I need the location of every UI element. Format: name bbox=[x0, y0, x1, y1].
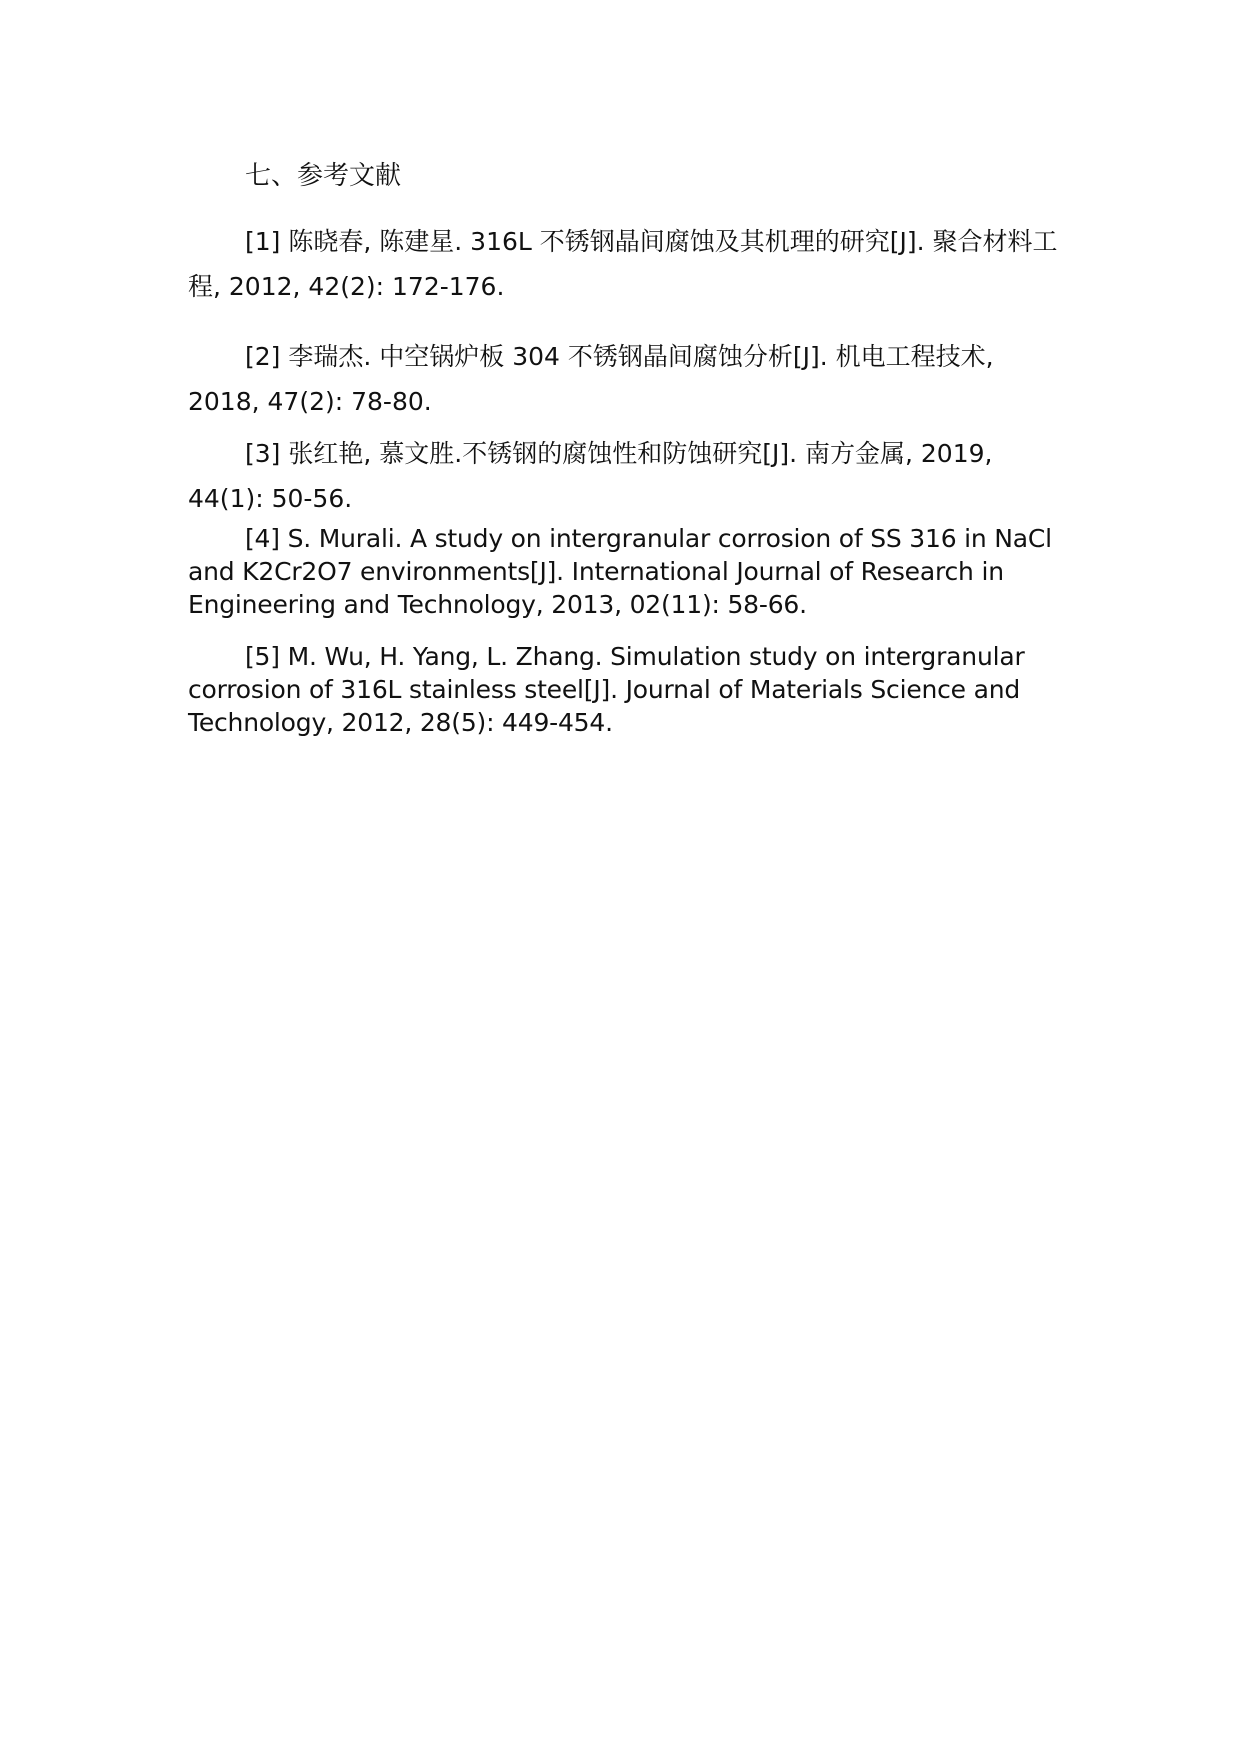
reference-number: [5] bbox=[245, 642, 280, 671]
reference-number: [1] bbox=[245, 227, 281, 256]
reference-item bbox=[188, 219, 1068, 309]
reference-item bbox=[188, 522, 1068, 621]
reference-number: [2] bbox=[245, 342, 281, 371]
reference-text: S. Murali. A study on intergranular corrosion of SS 316 in NaCl and K2Cr2O7 environments[J]. International Journal of Research in Engineering and Technology, 2013, 02(11): 58-66. bbox=[188, 524, 1052, 619]
section-heading: 七、参考文献 bbox=[245, 161, 402, 191]
reference-item bbox=[188, 334, 1068, 424]
reference-item bbox=[188, 431, 1068, 521]
reference-text: 李瑞杰. 中空锅炉板 304 不锈钢晶间腐蚀分析[J]. 机电工程技术, 2018, 47(2): 78-80. bbox=[188, 342, 994, 416]
reference-text: M. Wu, H. Yang, L. Zhang. Simulation study on intergranular corrosion of 316L stainless steel[J]. Journal of Materials Science and Technology, 2012, 28(5): 449-454. bbox=[188, 642, 1025, 737]
reference-number: [3] bbox=[245, 439, 281, 468]
reference-text: 陈晓春, 陈建星. 316L 不锈钢晶间腐蚀及其机理的研究[J]. 聚合材料工程, 2012, 42(2): 172-176. bbox=[188, 227, 1058, 301]
reference-text: 张红艳, 慕文胜.不锈钢的腐蚀性和防蚀研究[J]. 南方金属, 2019, 44(1): 50-56. bbox=[188, 439, 993, 513]
reference-number: [4] bbox=[245, 524, 280, 553]
reference-item bbox=[188, 640, 1068, 739]
